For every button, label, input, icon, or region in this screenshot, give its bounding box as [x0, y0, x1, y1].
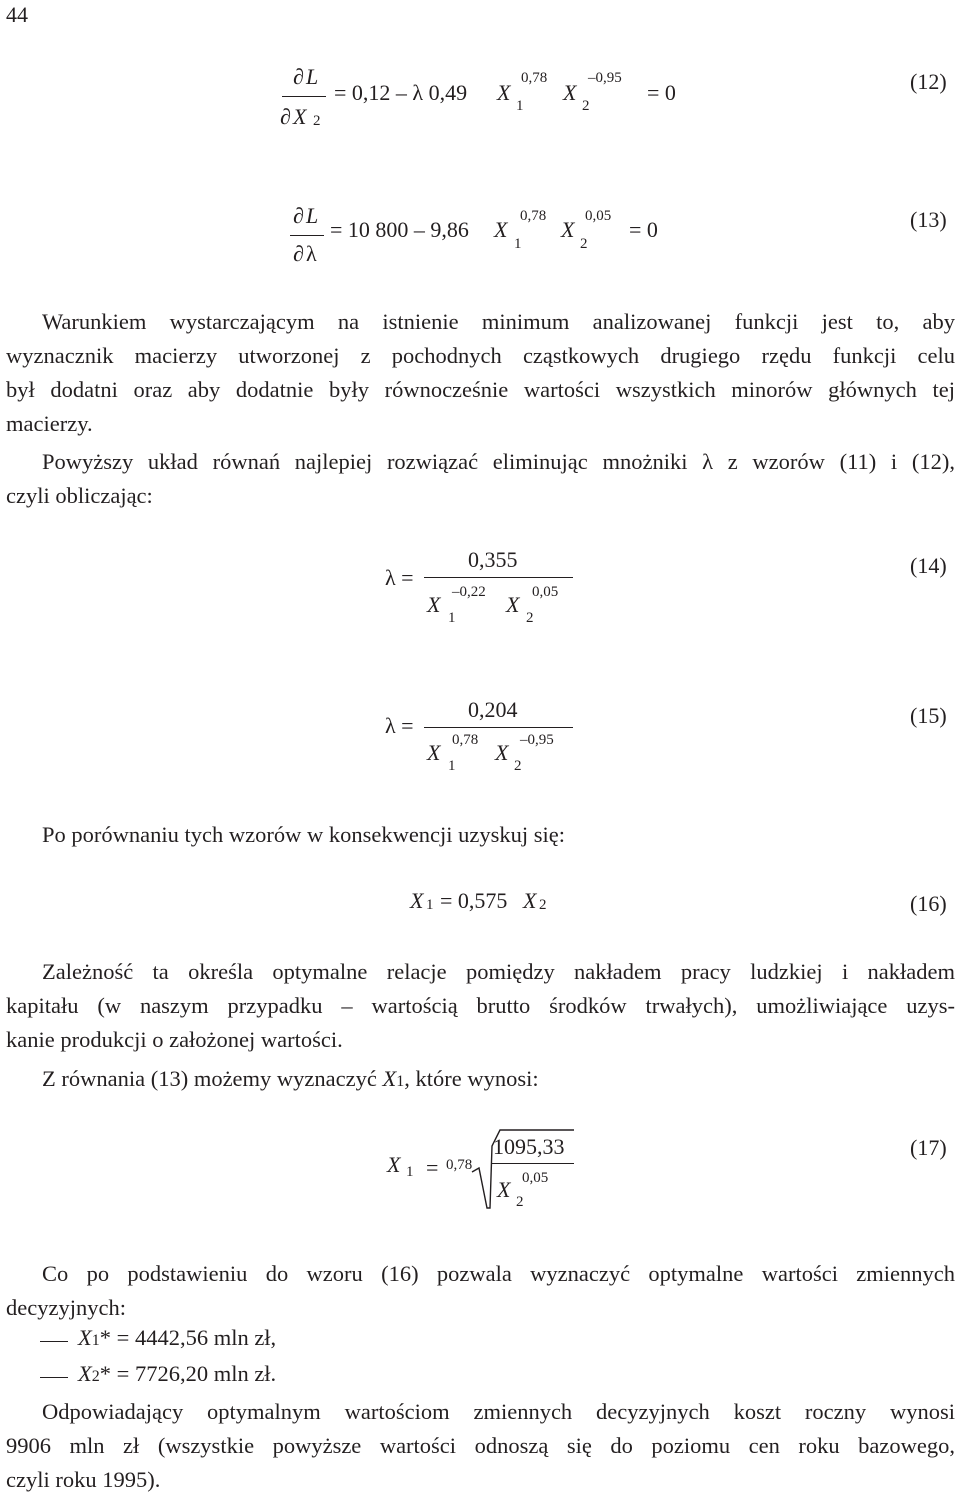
paragraph-sufficient-condition	[6, 305, 955, 441]
eq17-root-index: 0,78	[446, 1157, 473, 1173]
eq14-lhs: λ =	[385, 565, 414, 590]
dash-bullet-icon	[40, 1341, 68, 1342]
eq12-rhs-var1: X	[497, 80, 511, 105]
eq13-rhs-var2: X	[561, 217, 575, 242]
dash-bullet-icon	[40, 1377, 68, 1378]
eq12-rhs-a: = 0,12 – λ 0,49	[334, 80, 468, 105]
eq17-den-var: X	[497, 1177, 511, 1202]
eq16-mid: = 0,575	[440, 888, 508, 913]
eq16-var2: X	[523, 888, 537, 913]
eq13-rhs-var1: X	[494, 217, 508, 242]
eq12-rhs-sub2: 2	[582, 98, 590, 114]
eq14-fraction-bar	[424, 577, 573, 578]
eq15-sub2: 2	[514, 758, 522, 774]
eq12-den-var: X	[293, 104, 307, 129]
paragraph-eliminate-lambda	[6, 445, 955, 513]
eq13-number: (13)	[910, 207, 947, 232]
eq13-rhs-sub2: 2	[580, 236, 588, 252]
eq12-den-sub: 2	[313, 113, 321, 129]
bullet-value: * = 4442,56 mln zł,	[99, 1325, 277, 1350]
bullet-value: * = 7726,20 mln zł.	[99, 1361, 277, 1386]
text-line: Powyższy układ równań najlepiej rozwiązać eliminując mnożniki λ z wzorów (11) i (12),	[42, 449, 955, 474]
text-line: Zależność ta określa optymalne relacje pomiędzy nakładem pracy ludzkiej i nakładem	[42, 959, 955, 984]
eq15-var2: X	[495, 740, 509, 765]
eq12-rhs-end: = 0	[647, 80, 676, 105]
eq17-eq: =	[426, 1155, 439, 1180]
paragraph-substitution	[6, 1257, 955, 1325]
eq12-rhs-sub1: 1	[516, 98, 524, 114]
var-x: X	[382, 1066, 397, 1091]
page-number: 44	[6, 2, 28, 27]
eq17-lhs-var: X	[387, 1152, 401, 1177]
eq15-numerator: 0,204	[468, 697, 518, 722]
text-line: Odpowiadający optymalnym wartościom zmiennych decyzyjnych koszt roczny wynosi	[42, 1399, 955, 1424]
eq13-rhs-end: = 0	[629, 217, 658, 242]
eq14-var2: X	[506, 592, 520, 617]
eq15-sup1: 0,78	[452, 732, 479, 748]
eq12-rhs-var2: X	[563, 80, 577, 105]
eq14-sub1: 1	[448, 610, 456, 626]
text-line: Warunkiem wystarczającym na istnienie minimum analizowanej funkcji jest to, aby	[42, 309, 955, 334]
text-line: kanie produkcji o założonej wartości.	[6, 1027, 343, 1052]
bullet-text	[78, 1325, 276, 1351]
text-line: Po porównaniu tych wzorów w konsekwencji uzyskuj się:	[42, 822, 566, 847]
bullet-text	[78, 1361, 276, 1387]
text-line: był dodatni oraz aby dodatnie były równocześnie wartości wszystkich minorów głównych tej	[6, 377, 955, 402]
eq16-number: (16)	[910, 891, 947, 916]
text-after: , które wynosi:	[404, 1066, 539, 1091]
eq12-num-partial: ∂	[293, 64, 304, 89]
paragraph-comparison	[6, 818, 955, 852]
eq12-fraction-bar	[282, 96, 326, 97]
eq13-den-var: λ	[306, 241, 317, 266]
eq13-den-partial: ∂	[293, 241, 304, 266]
bullet-sub: 1	[91, 1332, 100, 1349]
eq15-lhs: λ =	[385, 713, 414, 738]
text-line: 9906 mln zł (wszystkie powyższe wartości odnoszą się do poziomu cen roku bazowego,	[6, 1433, 955, 1458]
eq16-sub2: 2	[539, 897, 547, 913]
eq13-rhs-sup2: 0,05	[585, 208, 612, 224]
paragraph-determine-x1	[6, 1062, 955, 1096]
eq14-sup1: –0,22	[452, 584, 486, 600]
eq12-den-partial: ∂	[280, 104, 291, 129]
eq15-var1: X	[427, 740, 441, 765]
eq13-fraction-bar	[290, 235, 324, 236]
eq17-lhs-sub: 1	[406, 1164, 414, 1180]
bullet-var: X	[78, 1325, 92, 1350]
eq14-number: (14)	[910, 553, 947, 578]
eq15-sub1: 1	[448, 758, 456, 774]
eq12-number: (12)	[910, 69, 947, 94]
eq14-sup2: 0,05	[532, 584, 559, 600]
text-line: czyli obliczając:	[6, 483, 153, 508]
eq13-rhs-sub1: 1	[514, 236, 522, 252]
text-line: decyzyjnych:	[6, 1295, 126, 1320]
eq17-fraction-bar	[492, 1163, 574, 1164]
eq16-var1: X	[410, 888, 424, 913]
eq13-rhs-sup1: 0,78	[520, 208, 547, 224]
bullet-sub: 2	[91, 1368, 100, 1385]
eq17-den-sub: 2	[516, 1194, 524, 1210]
eq17-den-sup: 0,05	[522, 1170, 549, 1186]
text-before: Z równania (13) możemy wyznaczyć	[42, 1066, 377, 1091]
eq13-rhs-a: = 10 800 – 9,86	[330, 217, 469, 242]
eq12-rhs-sup1: 0,78	[521, 70, 548, 86]
eq12-num-var: L	[306, 64, 319, 89]
eq15-fraction-bar	[424, 727, 573, 728]
text-line: czyli roku 1995).	[6, 1467, 161, 1492]
eq15-number: (15)	[910, 703, 947, 728]
bullet-var: X	[78, 1361, 92, 1386]
eq17-number: (17)	[910, 1135, 947, 1160]
text-line: Co po podstawieniu do wzoru (16) pozwala wyznaczyć optymalne wartości zmiennych	[42, 1261, 955, 1286]
eq15-sup2: –0,95	[520, 732, 554, 748]
eq17-numerator: 1095,33	[493, 1134, 565, 1159]
text-line: kapitału (w naszym przypadku – wartością brutto środków trwałych), umożliwiające uzys-	[6, 993, 955, 1018]
var-sub: 1	[396, 1073, 405, 1090]
paragraph-annual-cost	[6, 1395, 955, 1497]
text-line: wyznacznik macierzy utworzonej z pochodnych cząstkowych drugiego rzędu funkcji celu	[6, 343, 955, 368]
text-line	[6, 1062, 955, 1096]
eq16-sub1: 1	[426, 897, 434, 913]
eq13-num-var: L	[306, 203, 319, 228]
eq14-sub2: 2	[526, 610, 534, 626]
paragraph-dependency	[6, 955, 955, 1057]
eq13-num-partial: ∂	[293, 203, 304, 228]
eq14-numerator: 0,355	[468, 547, 518, 572]
eq12-rhs-sup2: –0,95	[588, 70, 622, 86]
text-line: macierzy.	[6, 411, 93, 436]
eq14-var1: X	[427, 592, 441, 617]
